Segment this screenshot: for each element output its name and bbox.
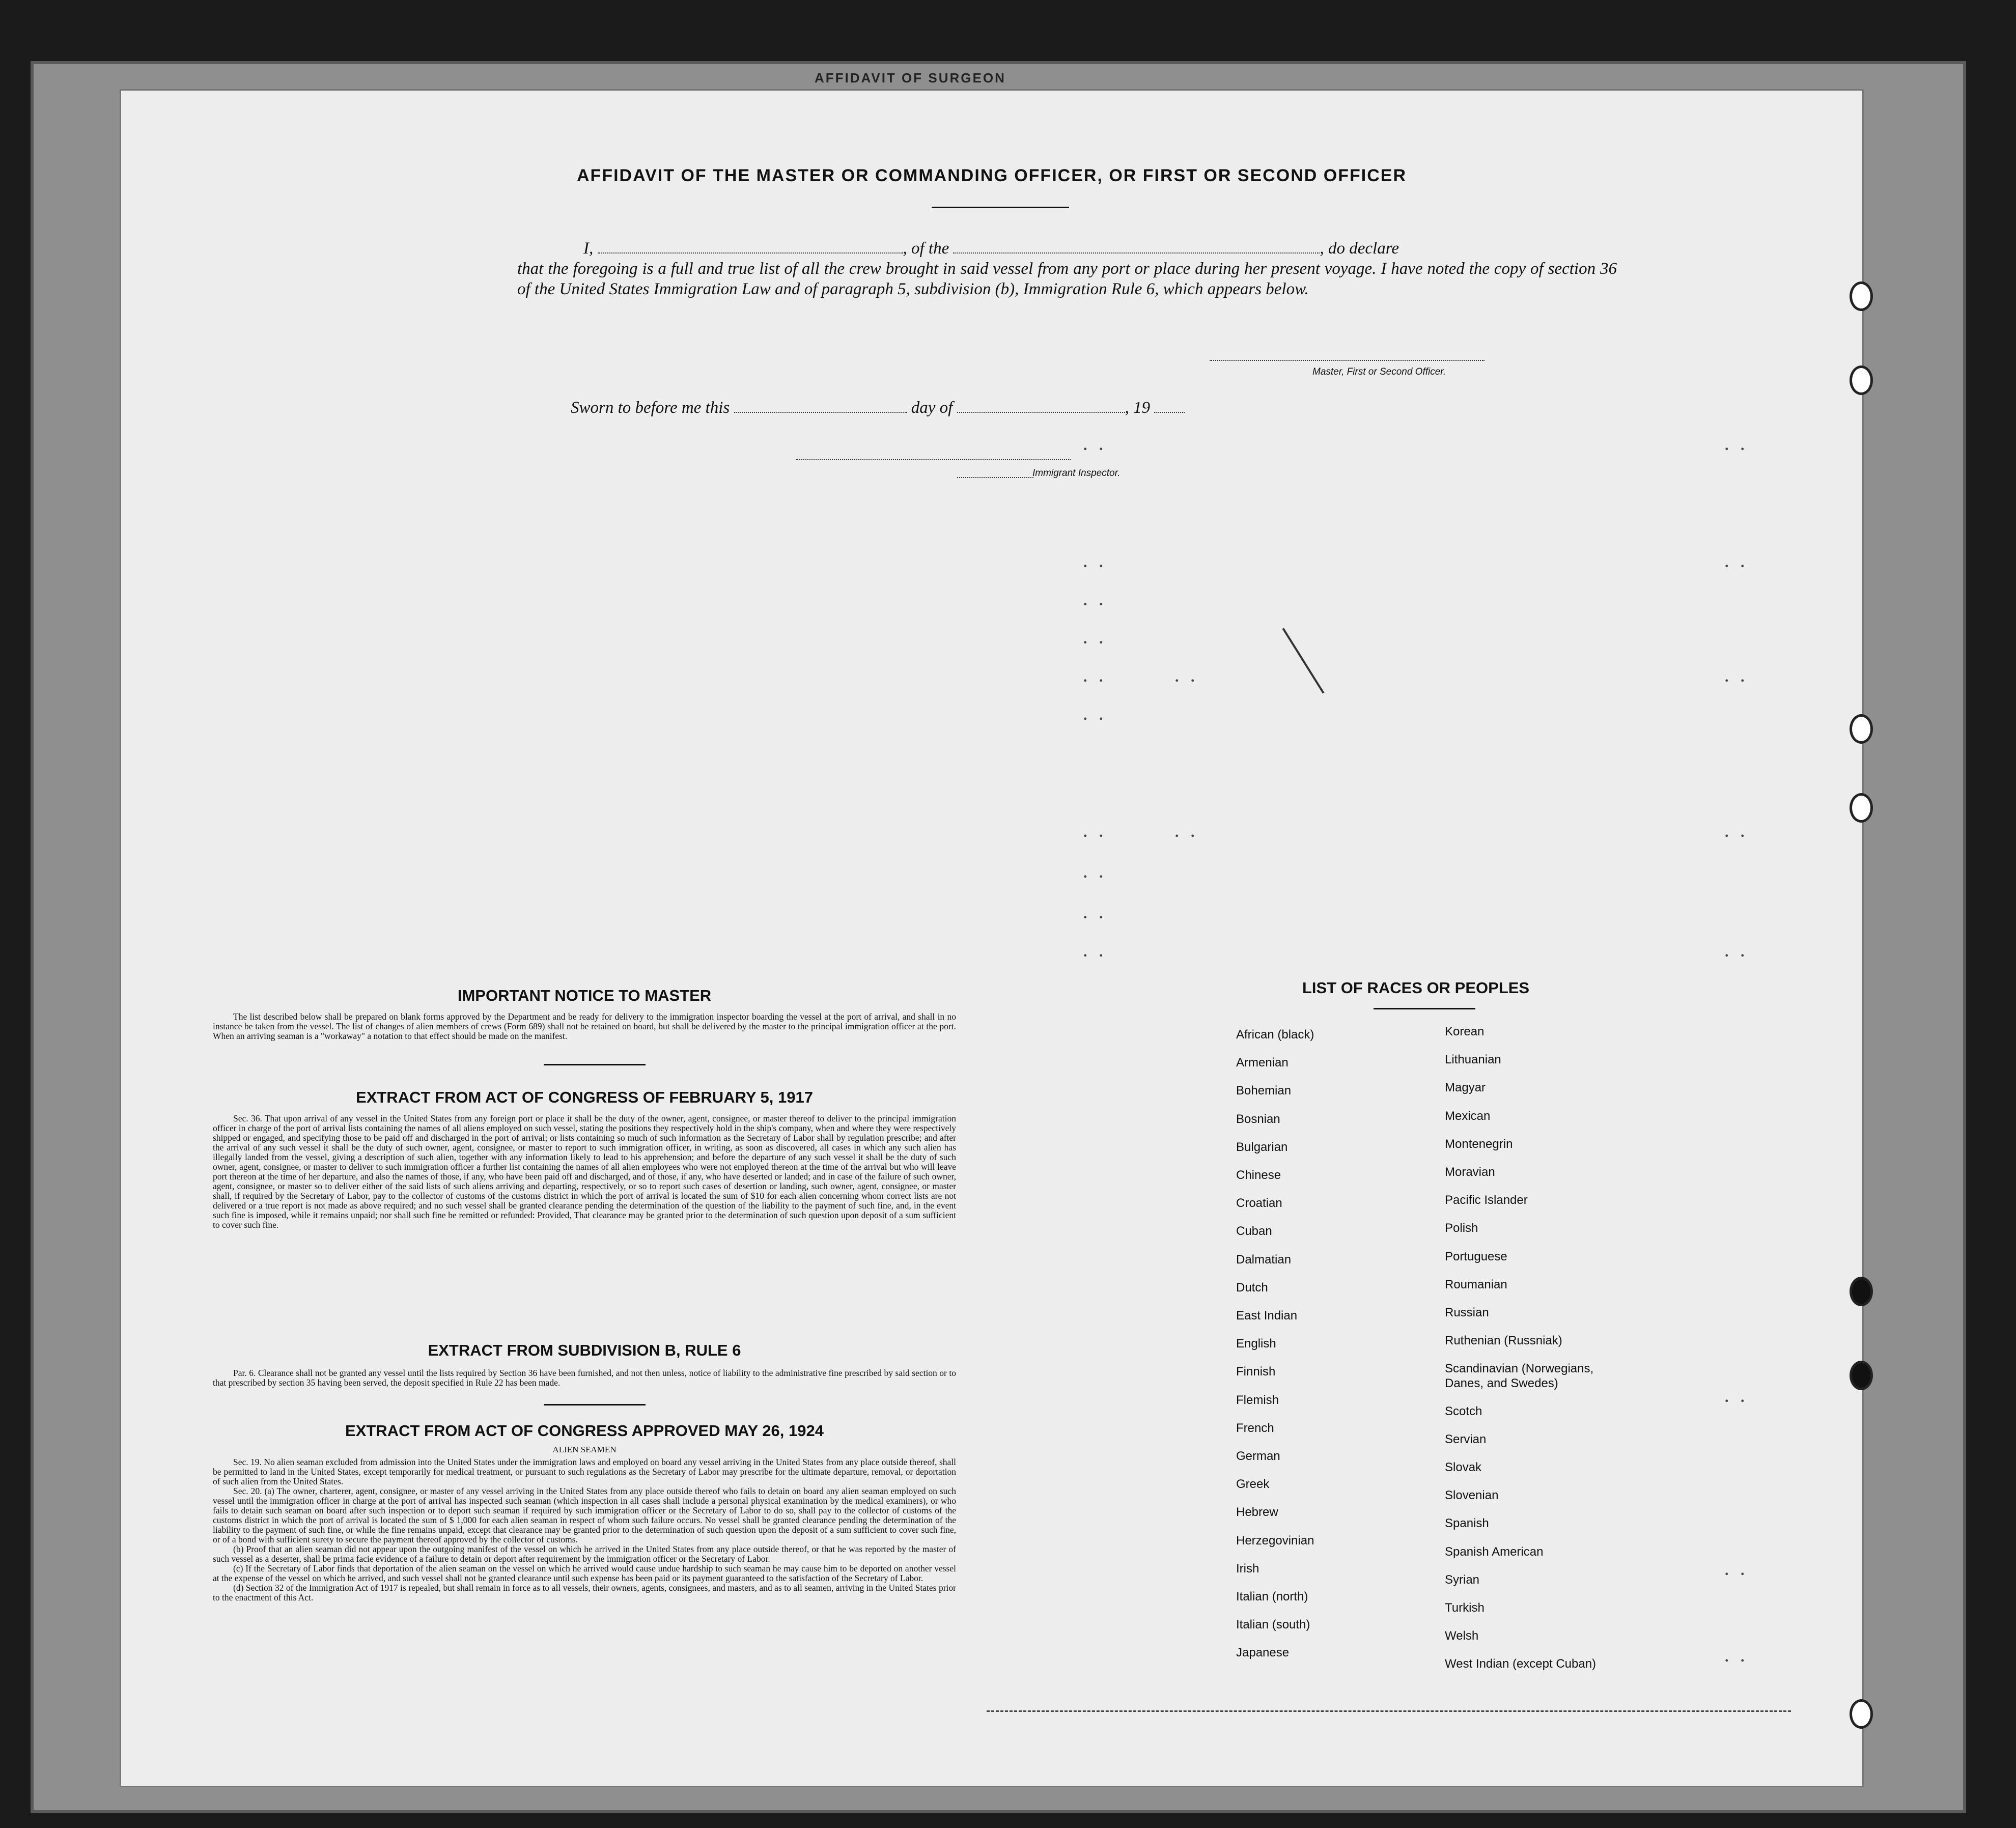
bleed-through-mark: . . xyxy=(1175,824,1199,840)
sworn-line xyxy=(571,399,1185,417)
race-item: Chinese xyxy=(1236,1168,1281,1182)
race-item: Italian (south) xyxy=(1236,1618,1310,1632)
race-item: Hebrew xyxy=(1236,1505,1278,1520)
name-field[interactable] xyxy=(598,240,903,254)
subdivision-title: EXTRACT FROM SUBDIVISION B, RULE 6 xyxy=(428,1341,741,1359)
year-label: , 19 xyxy=(1125,399,1151,417)
bleed-through-mark: . . xyxy=(1725,668,1749,685)
pencil-mark xyxy=(1282,628,1325,693)
race-item: French xyxy=(1236,1421,1274,1435)
bleed-through-mark: . . xyxy=(1083,943,1107,960)
affidavit-title: AFFIDAVIT OF THE MASTER OR COMMANDING OFFICER, OR FIRST OR SECOND OFFICER xyxy=(577,166,1407,185)
race-item: Lithuanian xyxy=(1445,1053,1501,1067)
race-item: Roumanian xyxy=(1445,1277,1507,1291)
races-title: LIST OF RACES OR PEOPLES xyxy=(1302,979,1530,997)
bleed-through-mark: . . xyxy=(1083,905,1107,922)
sec-19-paragraph: Sec. 19. No alien seaman excluded from admission into the United States under the immigration laws and employed on board any vessel arriving in the United States from any place outside thereof, shall be permitted to land in the United States, except temporarily for medical treatment, or pursuant to such regulations as the Secretary of Labor may prescribe for the ultimate departure, removal, or deportation of such alien from the United States. xyxy=(213,1457,956,1486)
bleed-through-mark: . . xyxy=(1725,943,1749,960)
of-the-label: , of the xyxy=(903,239,949,258)
race-item: Scandinavian (Norwegians, xyxy=(1445,1362,1594,1376)
par-6-paragraph: Par. 6. Clearance shall not be granted any vessel until the lists required by Section 36 have been furnished, and not then unless, notice of liability to the administrative fine prescribed by said section or to that prescribed by section 35 having been served, the deposit specified in Rule 22 has been made. xyxy=(213,1368,956,1388)
subdivision-divider xyxy=(544,1404,646,1405)
notice-divider xyxy=(544,1064,646,1065)
race-item: German xyxy=(1236,1449,1280,1463)
bleed-through-mark: . . xyxy=(1725,1389,1749,1405)
notice-title: IMPORTANT NOTICE TO MASTER xyxy=(457,987,712,1004)
race-item: Montenegrin xyxy=(1445,1137,1513,1151)
race-item: Irish xyxy=(1236,1561,1259,1576)
race-item: Slovenian xyxy=(1445,1488,1499,1503)
punch-hole xyxy=(1850,1699,1873,1729)
punch-hole xyxy=(1850,282,1873,311)
declaration-body: that the foregoing is a full and true list of all the crew brought in said vessel from any port or place during her present voyage. I have noted the copy of section 36 of the United States Immigration Law and of paragraph 5, subdivision (b), Immigration Rule 6, which appears below. xyxy=(517,260,1617,298)
sec-20-paragraph: Sec. 20. (a) The owner, charterer, agent, consignee, or master of any vessel arriving in the United States from any place outside thereof who fails to detain on board any alien seaman employed on such vessel until the immigration officer in charge at the port of arrival has inspected such seaman (which inspection in all cases shall include a personal physical examination by the medical examiners), or who fails to detain such seaman on board after such inspection or to deport such seaman if required by such immigration officer or the Secretary of Labor to do so, shall pay to the collector of customs of the customs district in which the port of arrival is located the sum of $ 1,000 for each alien seaman in respect of whom such failure occurs. No vessel shall be granted clearance pending the determination of the liability to the payment of such fine, or while the fine remains unpaid, except that clearance may be granted prior to the determination of such question upon the deposit of a sum sufficient to cover such fine, or of a bond with sufficient surety to secure the payment thereof approved by the collector of customs. xyxy=(213,1486,956,1544)
sworn-label: Sworn to before me this xyxy=(571,399,730,417)
race-item: West Indian (except Cuban) xyxy=(1445,1657,1597,1671)
vessel-field[interactable] xyxy=(953,240,1320,254)
race-item: Pacific Islander xyxy=(1445,1193,1528,1207)
i-label: I, xyxy=(583,239,594,258)
sec-20-c-paragraph: (c) If the Secretary of Labor finds that deportation of the alien seaman on the vessel on which he arrived would cause undue hardship to such seaman he may cause him to be deported on another vessel at the expense of the vessel on which he arrived, and such vessel shall not be granted clearance until such expense has been paid or its payment guaranteed to the satisfaction of the Secretary of Labor. xyxy=(213,1563,956,1583)
race-item: Korean xyxy=(1445,1025,1485,1038)
alien-seamen-subtitle: ALIEN SEAMEN xyxy=(552,1445,617,1454)
race-item: East Indian xyxy=(1236,1309,1298,1323)
extract-1924-text xyxy=(213,1457,956,1602)
race-item: Cuban xyxy=(1236,1224,1272,1239)
bleed-through-mark: . . xyxy=(1725,554,1749,571)
bleed-through-mark: . . xyxy=(1083,437,1107,454)
master-signature-line[interactable] xyxy=(1210,348,1485,361)
extract-1917-title: EXTRACT FROM ACT OF CONGRESS OF FEBRUARY 5, 1917 xyxy=(356,1088,813,1106)
inspector-short-line xyxy=(957,465,1033,478)
race-item: Dalmatian xyxy=(1236,1252,1292,1267)
bleed-through-mark: . . xyxy=(1083,630,1107,647)
inspector-signature-label: Immigrant Inspector. xyxy=(1032,468,1121,479)
race-item: Ruthenian (Russniak) xyxy=(1445,1334,1562,1348)
day-of-label: day of xyxy=(911,399,953,417)
bleed-through-mark: . . xyxy=(1725,1562,1749,1579)
bleed-through-mark: . . xyxy=(1175,668,1199,685)
bleed-through-mark: . . xyxy=(1725,824,1749,840)
sec-20-b-paragraph: (b) Proof that an alien seaman did not appear upon the outgoing manifest of the vessel on which he arrived in the United States from any place outside thereof, or that he was reported by the master of such vessel as a deserter, shall be prima facie evidence of a failure to detain or deport after requirement by the immigration officer or the Secretary of Labor. xyxy=(213,1544,956,1564)
race-item: Moravian xyxy=(1445,1165,1495,1179)
declaration xyxy=(517,238,1617,299)
punch-hole xyxy=(1850,1361,1873,1390)
race-item: Servian xyxy=(1445,1432,1487,1446)
race-item: Magyar xyxy=(1445,1081,1486,1095)
race-item: Japanese xyxy=(1236,1646,1290,1660)
master-signature-label: Master, First or Second Officer. xyxy=(1312,367,1446,377)
bleed-through-mark: . . xyxy=(1725,1648,1749,1665)
header-strip: AFFIDAVIT OF SURGEON xyxy=(815,70,1006,86)
punch-hole xyxy=(1850,365,1873,395)
race-item: Slovak xyxy=(1445,1460,1482,1474)
inspector-signature-line[interactable] xyxy=(796,447,1071,460)
punch-hole xyxy=(1850,793,1873,823)
extract-1924-title: EXTRACT FROM ACT OF CONGRESS APPROVED MAY 26, 1924 xyxy=(345,1422,824,1440)
bleed-through-mark: . . xyxy=(1083,707,1107,723)
race-item: Italian (north) xyxy=(1236,1590,1308,1604)
punch-hole xyxy=(1850,714,1873,744)
race-item: Syrian xyxy=(1445,1572,1480,1587)
race-item: Bohemian xyxy=(1236,1084,1292,1098)
race-item: Spanish American xyxy=(1445,1544,1544,1559)
race-item: Welsh xyxy=(1445,1629,1479,1643)
notice-paragraph: The list described below shall be prepared on blank forms approved by the Department and be ready for delivery to the immigration inspector boarding the vessel at the port of arrival, and shall in no instance be taken from the vessel. The list of changes of alien members of crews (Form 689) shall not be retained on board, but shall be delivered by the master to the principal immigration officer at the port. When an arriving seaman is a "workaway" a notation to that effect should be made on the manifest. xyxy=(213,1011,956,1041)
subdivision-text xyxy=(213,1368,956,1388)
bleed-through-mark: . . xyxy=(1725,437,1749,454)
race-item: Portuguese xyxy=(1445,1249,1507,1263)
race-item: Herzegovinian xyxy=(1236,1533,1314,1548)
race-item: African (black) xyxy=(1236,1028,1314,1042)
race-item: Bosnian xyxy=(1236,1112,1280,1126)
race-item: Danes, and Swedes) xyxy=(1445,1376,1558,1390)
punch-hole xyxy=(1850,1277,1873,1306)
race-item: Scotch xyxy=(1445,1404,1482,1418)
bleed-through-mark: . . xyxy=(1083,864,1107,881)
races-underline xyxy=(1374,1008,1475,1009)
race-item: Turkish xyxy=(1445,1601,1485,1615)
race-item: Mexican xyxy=(1445,1109,1491,1123)
extract-1917-text xyxy=(213,1114,956,1230)
race-item: Croatian xyxy=(1236,1196,1282,1211)
sworn-day-field[interactable] xyxy=(734,400,907,413)
sworn-month-field[interactable] xyxy=(957,400,1125,413)
bleed-through-mark: . . xyxy=(1083,668,1107,685)
bleed-through-mark: . . xyxy=(1083,554,1107,571)
race-item: Spanish xyxy=(1445,1516,1489,1531)
race-item: Armenian xyxy=(1236,1056,1289,1070)
race-item: Polish xyxy=(1445,1221,1478,1235)
sec-20-d-paragraph: (d) Section 32 of the Immigration Act of 1917 is repealed, but shall remain in force as to all vessels, their owners, agents, consignees, and masters, and as to all seamen, arriving in the United States prior to the enactment of this Act. xyxy=(213,1583,956,1602)
title-underline xyxy=(932,207,1069,208)
do-declare-label: , do declare xyxy=(1320,239,1399,258)
bleed-through-mark: . . xyxy=(1083,824,1107,840)
dashed-rule xyxy=(987,1710,1791,1712)
race-item: Russian xyxy=(1445,1306,1489,1319)
affidavit-page xyxy=(121,91,1862,1786)
race-item: English xyxy=(1236,1337,1276,1351)
notice-text xyxy=(213,1012,956,1041)
sworn-year-field[interactable] xyxy=(1154,400,1185,413)
bleed-through-mark: . . xyxy=(1083,592,1107,609)
race-item: Dutch xyxy=(1236,1280,1268,1295)
race-item: Greek xyxy=(1236,1477,1270,1492)
race-item: Flemish xyxy=(1236,1393,1279,1407)
race-item: Bulgarian xyxy=(1236,1140,1288,1154)
sec-36-paragraph: Sec. 36. That upon arrival of any vessel in the United States from any foreign port or place it shall be the duty of the owner, agent, consignee, or master thereof to deliver to the principal immigration officer in charge of the port of arrival lists containing the names of all aliens employed on such vessel, stating the positions they respectively hold in the ship's company, when and where they were respectively shipped or engaged, and specifying those to be paid off and discharged in the port of arrival; or lists containing so much of such information as the Secretary of Labor shall by regulation prescribe; and after the arrival of any such vessel it shall be the duty of such owner, agent, consignee, or master to report to such immigration officer, in writing, as soon as discovered, all cases in which any such alien has illegally landed from the vessel, giving a description of such alien, together with any information likely to lead to his apprehension; and before the departure of any such vessel it shall be the duty of such owner, agent, consignee, or master to deliver to such immigration officer a further list containing the names of all alien employees who were not employed thereon at the time of the arrival but who will leave port thereon at the time of her departure, and also the names of those, if any, who have been paid off and discharged, and of those, if any, who have deserted or landed; and in case of the failure of such owner, agent, consignee, or master so to deliver either of the said lists of such aliens arriving and departing, respectively, or so to report such cases of desertion or landing, such owner, agent, consignee, or master shall, if required by the Secretary of Labor, pay to the collector of customs of the customs district in which the port of arrival is located the sum of $10 for each alien concerning whom correct lists are not delivered or a true report is not made as above required; and no such vessel shall be granted clearance pending the determination of the question of the liability to the payment of such fine, and, in the event such fine is imposed, while it remains unpaid; nor shall such fine be remitted or refunded: Provided, That clearance may be granted prior to the determination of such question upon deposit of a sum sufficient to cover such fine. xyxy=(213,1113,956,1230)
race-item: Finnish xyxy=(1236,1365,1276,1379)
